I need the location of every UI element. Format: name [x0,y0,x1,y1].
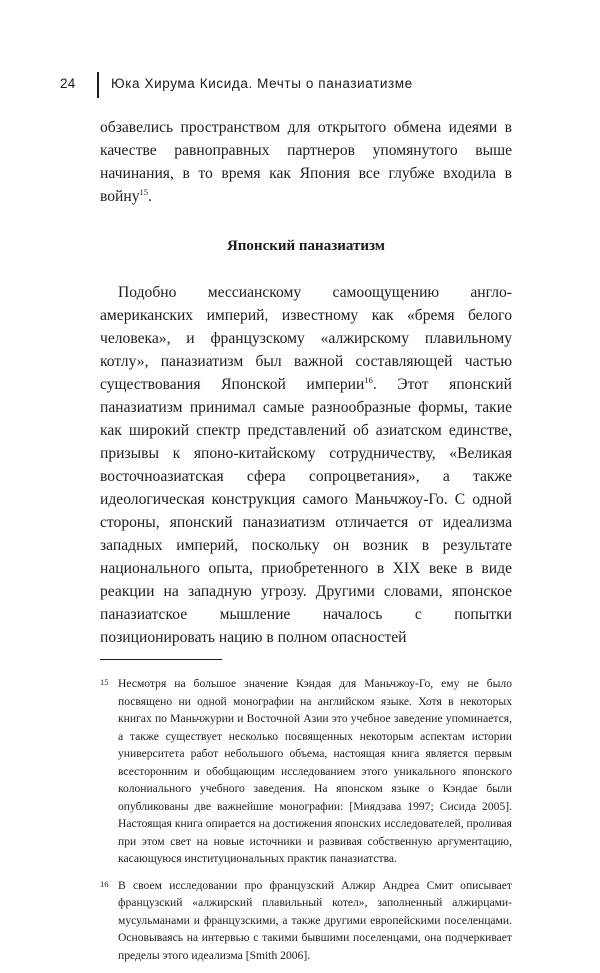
page-content [100,116,512,973]
footnote-ref-15[interactable]: 15 [139,187,149,197]
page-number: 24 [60,76,76,91]
footnote-number: 16 [100,878,109,889]
running-title: Юка Хирума Кисида. Мечты о паназиатизме [111,76,413,91]
footnote-text: Несмотря на большое значение Кэндая для Маньчжоу-Го, ему не было посвящено ни одной монографии на английском языке. Хотя в некоторых книгах по Маньчжурии и Восточной Азии это учебное заведение упоминается, а также существует несколько посвященных некоторым аспектам истории университета работ небольшого объема, настоящая книга является первым всесторонним и обобщающим исследованием этого уникального японского колониального учебного заведения. На японском языке о Кэндае были опубликованы две важнейшие монографии: [Миядзава 1997; Сисида 2005]. Настоящая книга опирается на достижения японских исследователей, проливая при этом свет на новые источники и развивая собственную аргументацию, касающуюся институциональных практик паназиатства. [118,677,512,865]
footnote-ref-16[interactable]: 16 [364,375,373,385]
header-divider [97,72,99,98]
paragraph-text-part-b: . Этот японский паназиатизм принимал самые разнообразные формы, такие как широкий спектр представлений об азиатском единстве, призывы к японо-китайскому сотрудничеству, «Великая восточноазиатская сфера сопроцветания», а также идеологическая конструкция самого Маньчжоу-Го. С одной стороны, японский паназиатизм отличается от идеализма западных империй, поскольку он возник в результате национального опыта, приобретенного в XIX веке в виде реакции на западную угрозу. Другими словами, японское паназиатское мышление началось с попытки позиционировать нацию в полном опасностей [100,376,512,646]
paragraph-main [100,281,512,649]
footnote-16 [100,877,512,965]
footnote-separator [100,659,222,660]
page-header [0,72,600,98]
paragraph-continued: обзавелись пространством для открытого обмена идеями в качестве равноправных партнеров упомянутого выше начинания, в то время как Япония все глубже входила в войну$^{15}$. [100,119,512,205]
section-heading: Японский паназиатизм [226,238,386,254]
footnote-15 [100,675,512,868]
footnote-number: 15 [100,677,109,687]
footnote-text: В своем исследовании про французский Алжир Андреа Смит описывает французский «алжирский плавильный котел», заполненный алжирцами-мусульманами и французскими, а также другими европейскими поселенцами. Основываясь на интервью с такими бывшими поселенцами, она подчеркивает пределы этого идеализма [Smith 2006]. [118,878,512,962]
paragraph-text: обзавелись пространством для открытого обмена идеями в качестве равноправных партнеров упомянутого выше начинания, в то время как Япония все глубже входила в войну [100,119,512,205]
paragraph-text-part-a: Подобно мессианскому самоощущению англо-американских империй, известному как «бремя белого человека», и французскому «алжирскому плавильному котлу», паназиатизм был важной составляющей частью существования Японской империи [100,284,512,393]
